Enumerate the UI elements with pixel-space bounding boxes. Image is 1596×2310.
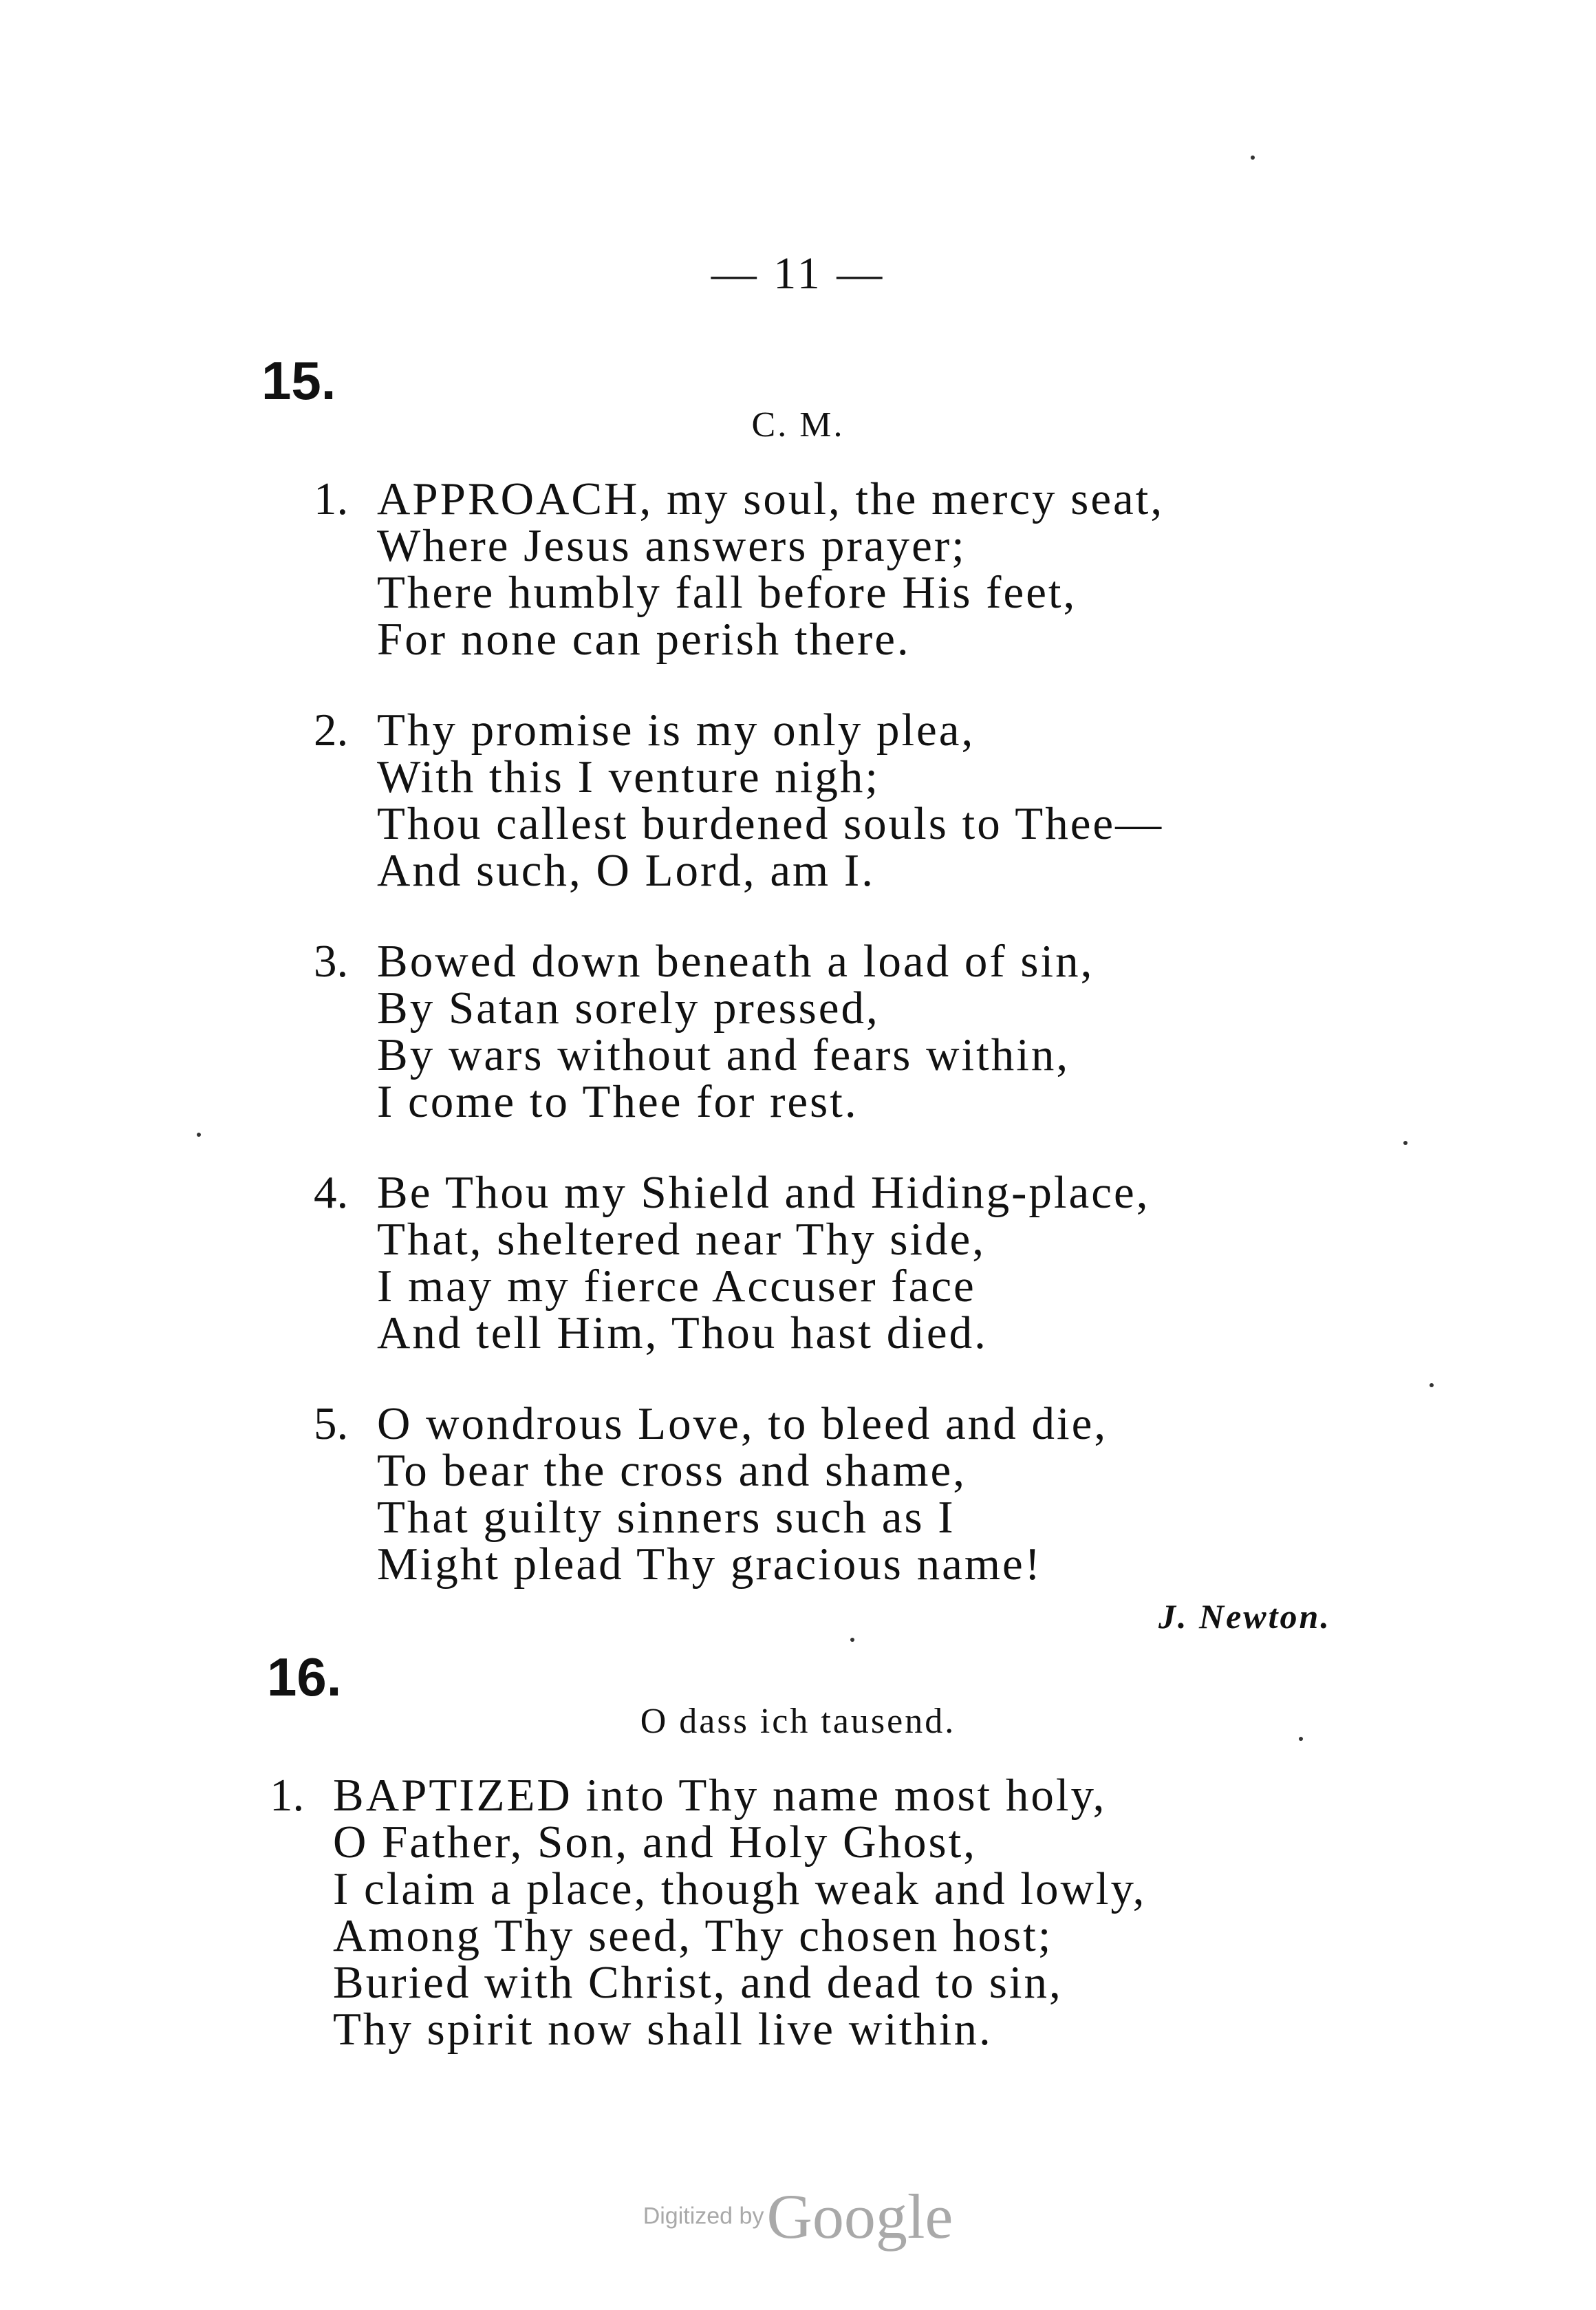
scan-speck bbox=[1403, 1141, 1408, 1145]
stanza-line: Buried with Christ, and dead to sin, bbox=[333, 1957, 1063, 2008]
stanza-number: 2. bbox=[314, 705, 349, 756]
digitized-by-google-watermark bbox=[0, 2180, 1596, 2253]
stanza-line: I may my fierce Accuser face bbox=[377, 1261, 976, 1312]
scan-speck bbox=[197, 1133, 201, 1137]
stanza-line: APPROACH, my soul, the mercy seat, bbox=[377, 473, 1165, 524]
stanza-number: 3. bbox=[314, 936, 349, 987]
hymn-16-number: 16. bbox=[267, 1647, 342, 1707]
scan-speck bbox=[1251, 156, 1255, 160]
stanza-number: 1. bbox=[270, 1770, 305, 1821]
stanza-line: There humbly fall before His feet, bbox=[377, 567, 1077, 618]
stanza-line: Might plead Thy gracious name! bbox=[377, 1539, 1042, 1590]
stanza-line: With this I venture nigh; bbox=[377, 751, 881, 802]
stanza-number: 4. bbox=[314, 1167, 349, 1218]
stanza-line: Thy spirit now shall live within. bbox=[333, 2004, 993, 2055]
stanza-line: Be Thou my Shield and Hiding-place, bbox=[377, 1167, 1150, 1218]
stanza-line: Thou callest burdened souls to Thee— bbox=[377, 798, 1164, 849]
stanza-line: For none can perish there. bbox=[377, 614, 911, 665]
scan-speck bbox=[1299, 1737, 1303, 1741]
google-logo: Google bbox=[766, 2181, 953, 2252]
scan-speck bbox=[1430, 1383, 1434, 1387]
stanza-line: I claim a place, though weak and lowly, bbox=[333, 1863, 1147, 1914]
scan-speck bbox=[850, 1638, 854, 1642]
hymn-16-tune: O dass ich tausend. bbox=[640, 1702, 956, 1741]
stanza-line: By Satan sorely pressed, bbox=[377, 983, 880, 1034]
stanza-line: Among Thy seed, Thy chosen host; bbox=[333, 1910, 1053, 1961]
stanza-number: 5. bbox=[314, 1398, 349, 1449]
stanza-number: 1. bbox=[314, 473, 349, 524]
stanza-line: Thy promise is my only plea, bbox=[377, 705, 975, 756]
stanza-line: O Father, Son, and Holy Ghost, bbox=[333, 1817, 977, 1868]
hymn-15-author: J. Newton. bbox=[1158, 1597, 1331, 1636]
stanza-line: Where Jesus answers prayer; bbox=[377, 520, 967, 571]
stanza-line: I come to Thee for rest. bbox=[377, 1076, 859, 1127]
watermark-prefix: Digitized by bbox=[643, 2203, 764, 2229]
stanza-line: To bear the cross and shame, bbox=[377, 1445, 967, 1496]
page-number: — 11 — bbox=[711, 248, 885, 299]
hymn-15-tune: C. M. bbox=[751, 405, 845, 445]
stanza-line: That, sheltered near Thy side, bbox=[377, 1214, 986, 1265]
stanza-line: And tell Him, Thou hast died. bbox=[377, 1307, 988, 1358]
stanza-line: Bowed down beneath a load of sin, bbox=[377, 936, 1094, 987]
stanza-line: And such, O Lord, am I. bbox=[377, 845, 875, 896]
stanza-line: BAPTIZED into Thy name most holy, bbox=[333, 1770, 1107, 1821]
stanza-line: By wars without and fears within, bbox=[377, 1029, 1070, 1080]
hymn-15-number: 15. bbox=[261, 350, 336, 411]
stanza-line: That guilty sinners such as I bbox=[377, 1492, 956, 1543]
stanza-line: O wondrous Love, to bleed and die, bbox=[377, 1398, 1108, 1449]
